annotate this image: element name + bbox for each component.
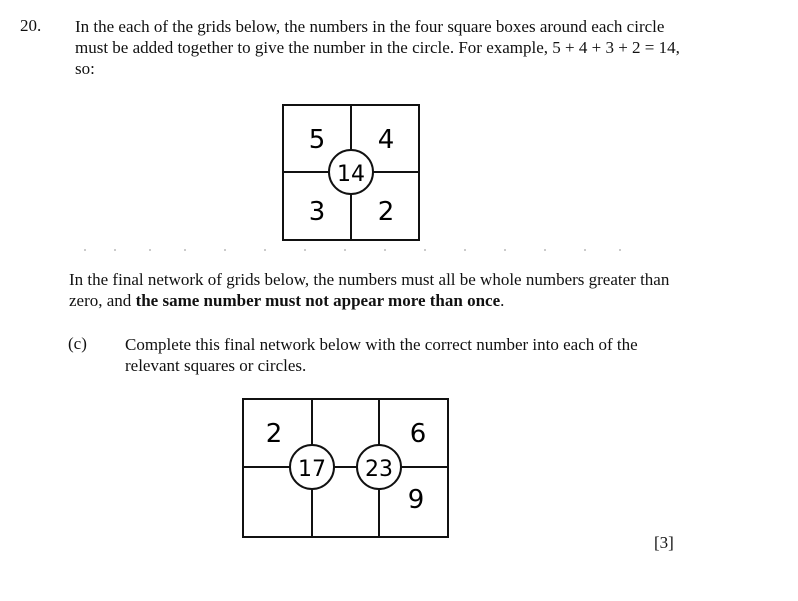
network-circle-right-value: 23 bbox=[365, 457, 393, 482]
marks-label: [3] bbox=[654, 533, 674, 552]
faded-scan-line bbox=[75, 247, 635, 253]
example-grid bbox=[282, 104, 420, 242]
rule-paragraph bbox=[69, 269, 699, 311]
example-top-left: 5 bbox=[308, 125, 326, 155]
example-circle-value: 14 bbox=[337, 162, 365, 187]
part-text: Complete this final network below with the correct number into each of the relevant squares or circles. bbox=[125, 335, 638, 375]
question-intro: In the each of the grids below, the numbers in the four square boxes around each circle must be added together to give the number in the circle. For example, 5 + 4 + 3 + 2 = 14, so: bbox=[75, 17, 680, 78]
rule-text-after: . bbox=[500, 291, 505, 310]
question-number: 20. bbox=[20, 16, 42, 35]
example-top-right: 4 bbox=[377, 125, 395, 155]
network-top-left[interactable]: 2 bbox=[265, 419, 283, 449]
network-bottom-right[interactable]: 9 bbox=[407, 485, 425, 515]
rule-text-bold: the same number must not appear more than once bbox=[135, 291, 501, 310]
example-bottom-right: 2 bbox=[377, 197, 395, 227]
rule-text-before: In the final network of grids below, the numbers must all be whole numbers greater than zero, and bbox=[69, 270, 670, 310]
network-top-right[interactable]: 6 bbox=[409, 419, 427, 449]
network-grid bbox=[242, 398, 450, 540]
network-circle-left-value: 17 bbox=[298, 457, 326, 482]
part-label: (c) bbox=[68, 334, 87, 353]
example-bottom-left: 3 bbox=[308, 197, 326, 227]
